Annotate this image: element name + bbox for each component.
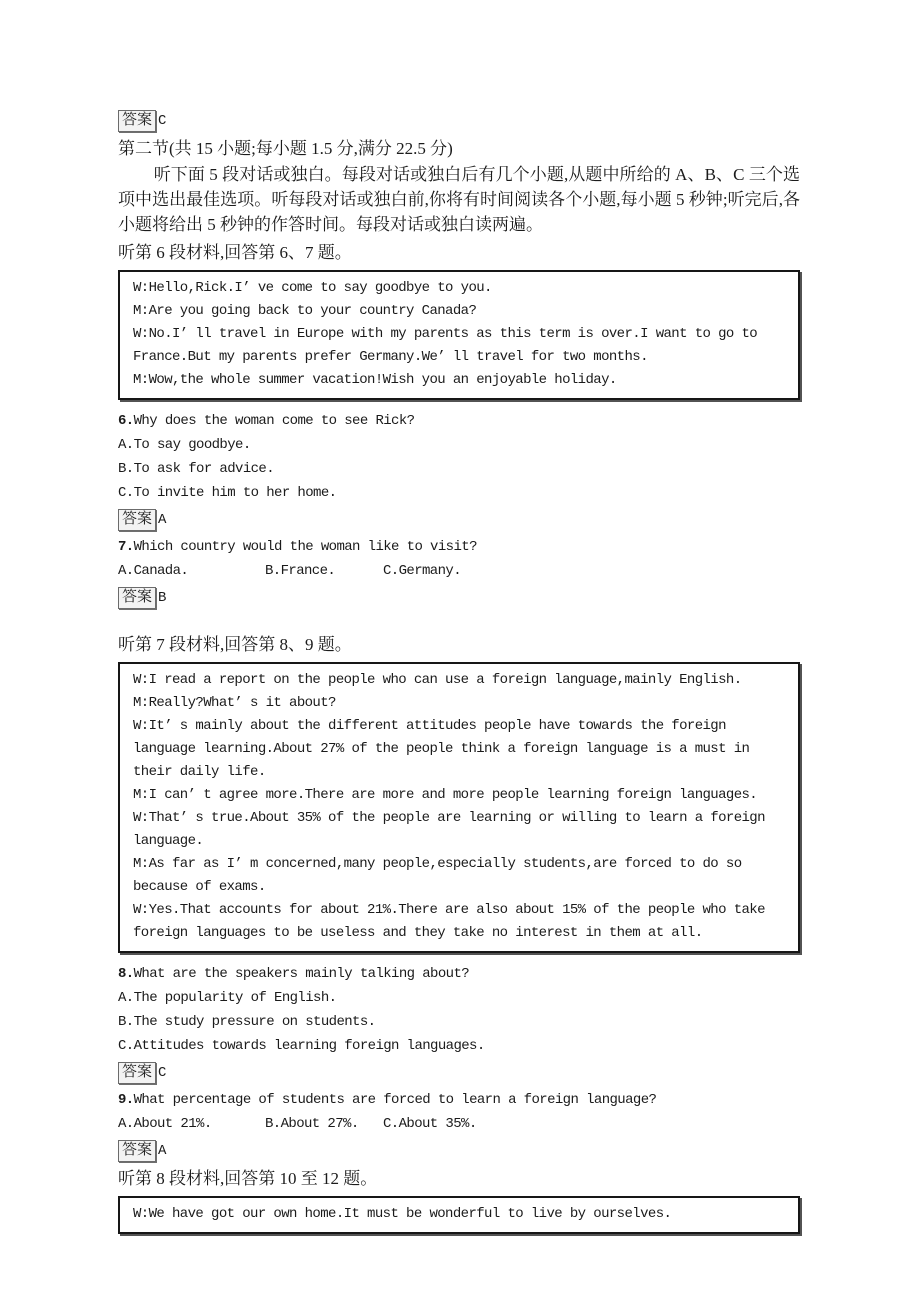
option-a: A.Canada. <box>118 563 189 579</box>
question-text: Why does the woman come to see Rick? <box>133 413 415 429</box>
question-number: 7. <box>118 539 134 555</box>
answer-row <box>118 1139 800 1163</box>
transcript-line: M:As far as I’ m concerned,many people,especially students,are forced to do so because of exams. <box>133 856 742 895</box>
options-row <box>118 559 800 583</box>
transcript-box-material-6 <box>118 270 800 400</box>
option-c: C.Germany. <box>383 563 462 579</box>
section-heading: 第二节(共 15 小题;每小题 1.5 分,满分 22.5 分) <box>118 139 453 158</box>
transcript-line: W:It’ s mainly about the different attitudes people have towards the foreign language learning.About 27% of the people think a foreign language is a must in their daily life. <box>133 718 750 780</box>
transcript-line: W:No.I’ ll travel in Europe with my parents as this term is over.I want to go to France.But my parents prefer Germany.We’ ll travel for two months. <box>133 326 758 365</box>
transcript-line: M:I can’ t agree more.There are more and more people learning foreign languages. <box>133 787 758 803</box>
question-line <box>118 1088 800 1112</box>
answer-chip: 答案 <box>118 509 156 531</box>
answer-chip: 答案 <box>118 110 156 132</box>
question-number: 6. <box>118 413 134 429</box>
answer-row <box>118 586 800 610</box>
transcript-line: M:Wow,the whole summer vacation!Wish you an enjoyable holiday. <box>133 372 617 388</box>
answer-value: B <box>158 590 166 606</box>
question-text: What are the speakers mainly talking about? <box>133 966 470 982</box>
answer-value: C <box>158 1065 166 1081</box>
answer-row <box>118 508 800 532</box>
transcript-line: M:Are you going back to your country Canada? <box>133 303 477 319</box>
transcript-box-material-8 <box>118 1196 800 1234</box>
option-b: B.The study pressure on students. <box>118 1014 376 1030</box>
option-a: A.To say goodbye. <box>118 437 251 453</box>
question-text: Which country would the woman like to visit? <box>133 539 477 555</box>
answer-value: C <box>158 113 166 129</box>
option-c: C.To invite him to her home. <box>118 485 337 501</box>
question-8 <box>118 962 800 1085</box>
option-c: C.About 35%. <box>383 1116 477 1132</box>
question-line <box>118 409 800 433</box>
transcript-line: W:We have got our own home.It must be wonderful to live by ourselves. <box>133 1206 672 1222</box>
material-7-intro: 听第 7 段材料,回答第 8、9 题。 <box>118 635 352 654</box>
material-8-intro: 听第 8 段材料,回答第 10 至 12 题。 <box>118 1169 378 1188</box>
option-b: B.France. <box>265 563 336 579</box>
answer-chip: 答案 <box>118 1062 156 1084</box>
question-text: What percentage of students are forced to learn a foreign language? <box>133 1092 657 1108</box>
material-6-intro: 听第 6 段材料,回答第 6、7 题。 <box>118 243 352 262</box>
page-content <box>118 0 800 1234</box>
transcript-line: W:Yes.That accounts for about 21%.There are also about 15% of the people who take foreign languages to be useless and they take no interest in them at all. <box>133 902 765 941</box>
question-number: 9. <box>118 1092 134 1108</box>
answer-row-top <box>118 109 800 133</box>
question-line <box>118 535 800 559</box>
option-c: C.Attitudes towards learning foreign languages. <box>118 1038 485 1054</box>
options-row <box>118 1112 800 1136</box>
option-b: B.About 27%. <box>265 1116 359 1132</box>
question-7 <box>118 535 800 610</box>
question-line <box>118 962 800 986</box>
transcript-line: M:Really?What’ s it about? <box>133 695 336 711</box>
answer-chip: 答案 <box>118 1140 156 1162</box>
answer-value: A <box>158 1143 166 1159</box>
transcript-line: W:I read a report on the people who can use a foreign language,mainly English. <box>133 672 742 688</box>
transcript-line: W:Hello,Rick.I’ ve come to say goodbye to you. <box>133 280 492 296</box>
answer-chip: 答案 <box>118 587 156 609</box>
transcript-line: W:That’ s true.About 35% of the people are learning or willing to learn a foreign language. <box>133 810 765 849</box>
transcript-box-material-7 <box>118 662 800 953</box>
option-a: A.The popularity of English. <box>118 990 337 1006</box>
section-instructions: 听下面 5 段对话或独白。每段对话或独白后有几个小题,从题中所给的 A、B、C 三个选项中选出最佳选项。听每段对话或独白前,你将有时间阅读各个小题,每小题 5 秒钟;听完后,各小题将给出 5 秒钟的作答时间。每段对话或独白读两遍。 <box>118 165 800 234</box>
option-b: B.To ask for advice. <box>118 461 275 477</box>
answer-value: A <box>158 512 166 528</box>
question-number: 8. <box>118 966 134 982</box>
question-6 <box>118 409 800 532</box>
question-9 <box>118 1088 800 1163</box>
answer-row <box>118 1061 800 1085</box>
option-a: A.About 21%. <box>118 1116 212 1132</box>
